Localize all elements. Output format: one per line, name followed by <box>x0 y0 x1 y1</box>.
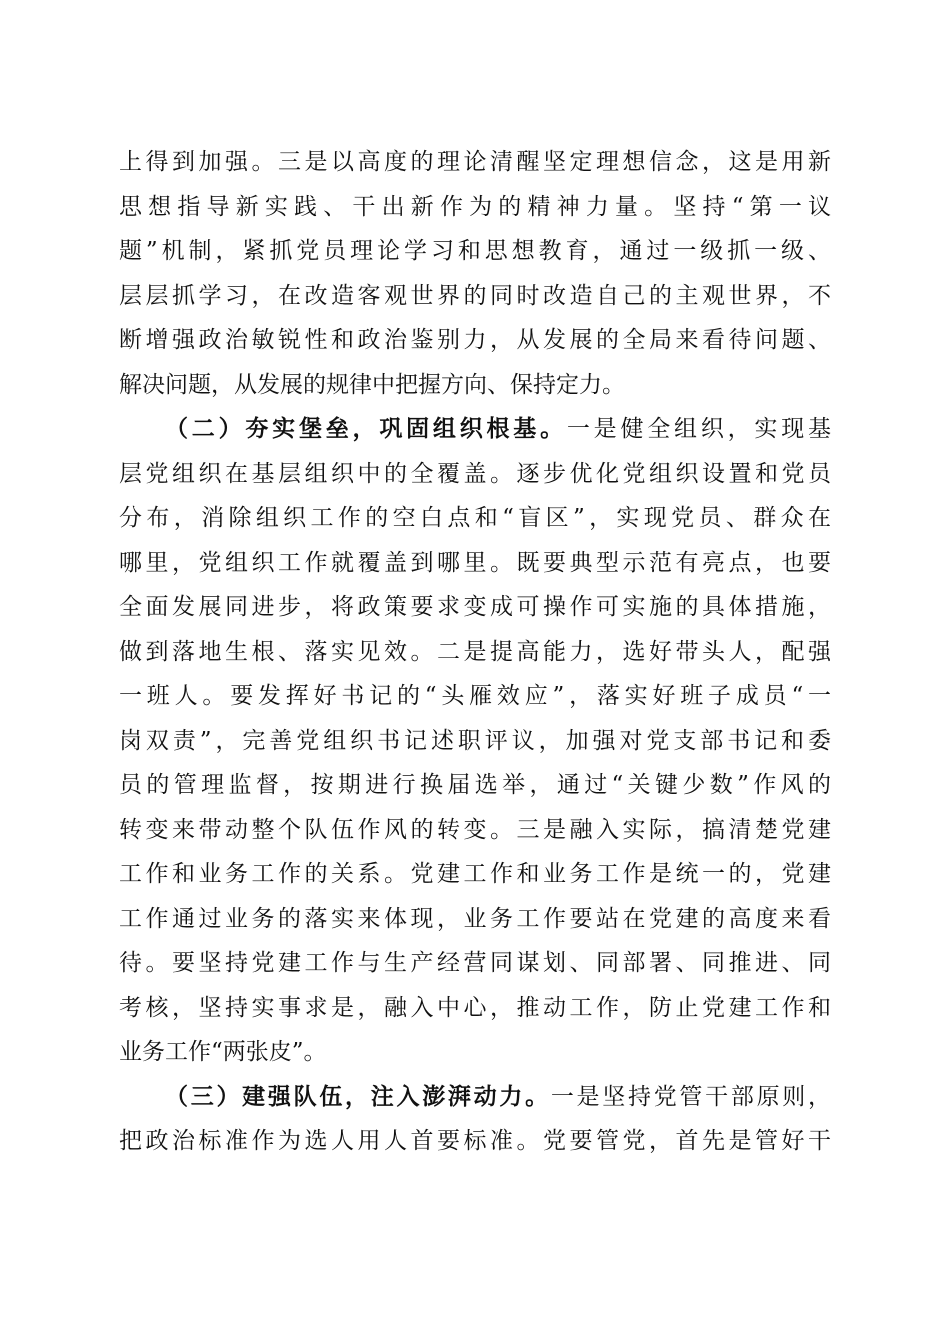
text-line: 考核，坚持实事求是，融入中心，推动工作，防止党建工作和 <box>119 994 831 1021</box>
paragraph-3 <box>119 1075 831 1164</box>
section-heading: （二）夯实堡垒，巩固组织根基。 <box>165 415 567 442</box>
document-page <box>119 140 831 1164</box>
text-line: 把政治标准作为选人用人首要标准。党要管党，首先是管好干 <box>119 1128 831 1154</box>
text-line: 思想指导新实践、干出新作为的精神力量。坚持“第一议 <box>119 193 831 220</box>
text-line: 做到落地生根、落实见效。二是提高能力，选好带头人，配强 <box>119 638 831 665</box>
text-line: 员的管理监督，按期进行换届选举，通过“关键少数”作风的 <box>119 772 831 798</box>
text-line: 业务工作“两张皮”。 <box>119 1039 327 1065</box>
text-line: 工作和业务工作的关系。党建工作和业务工作是统一的，党建 <box>119 861 831 887</box>
paragraph-1 <box>119 140 831 407</box>
text-line: 层党组织在基层组织中的全覆盖。逐步优化党组织设置和党员 <box>119 460 831 487</box>
text-line: 工作通过业务的落实来体现，业务工作要站在党建的高度来看 <box>119 905 831 932</box>
text-line: 上得到加强。三是以高度的理论清醒坚定理想信念，这是用新 <box>119 149 831 175</box>
paragraph-text: 一是健全组织，实现基 <box>566 416 832 442</box>
text-line: 层层抓学习，在改造客观世界的同时改造自己的主观世界，不 <box>119 282 831 309</box>
text-line: 一班人。要发挥好书记的“头雁效应”，落实好班子成员“一 <box>119 683 831 709</box>
paragraph-text: 一是坚持党管干部原则， <box>550 1083 832 1110</box>
paragraph-first-line <box>119 407 831 452</box>
text-line: 待。要坚持党建工作与生产经营同谋划、同部署、同推进、同 <box>119 950 831 976</box>
text-line: 全面发展同进步，将政策要求变成可操作可实施的具体措施， <box>119 594 831 620</box>
text-line: 哪里，党组织工作就覆盖到哪里。既要典型示范有亮点，也要 <box>119 549 831 576</box>
text-line: 解决问题，从发展的规律中把握方向、保持定力。 <box>119 371 625 398</box>
text-line: 岗双责”，完善党组织书记述职评议，加强对党支部书记和委 <box>119 727 831 754</box>
text-line: 转变来带动整个队伍作风的转变。三是融入实际，搞清楚党建 <box>119 816 831 843</box>
section-heading: （三）建强队伍，注入澎湃动力。 <box>165 1082 551 1110</box>
paragraph-first-line <box>119 1075 831 1120</box>
text-line: 分布，消除组织工作的空白点和“盲区”，实现党员、群众在 <box>119 505 831 531</box>
text-line: 题”机制，紧抓党员理论学习和思想教育，通过一级抓一级、 <box>119 238 831 264</box>
text-line: 断增强政治敏锐性和政治鉴别力，从发展的全局来看待问题、 <box>119 327 831 353</box>
paragraph-2 <box>119 407 831 1075</box>
